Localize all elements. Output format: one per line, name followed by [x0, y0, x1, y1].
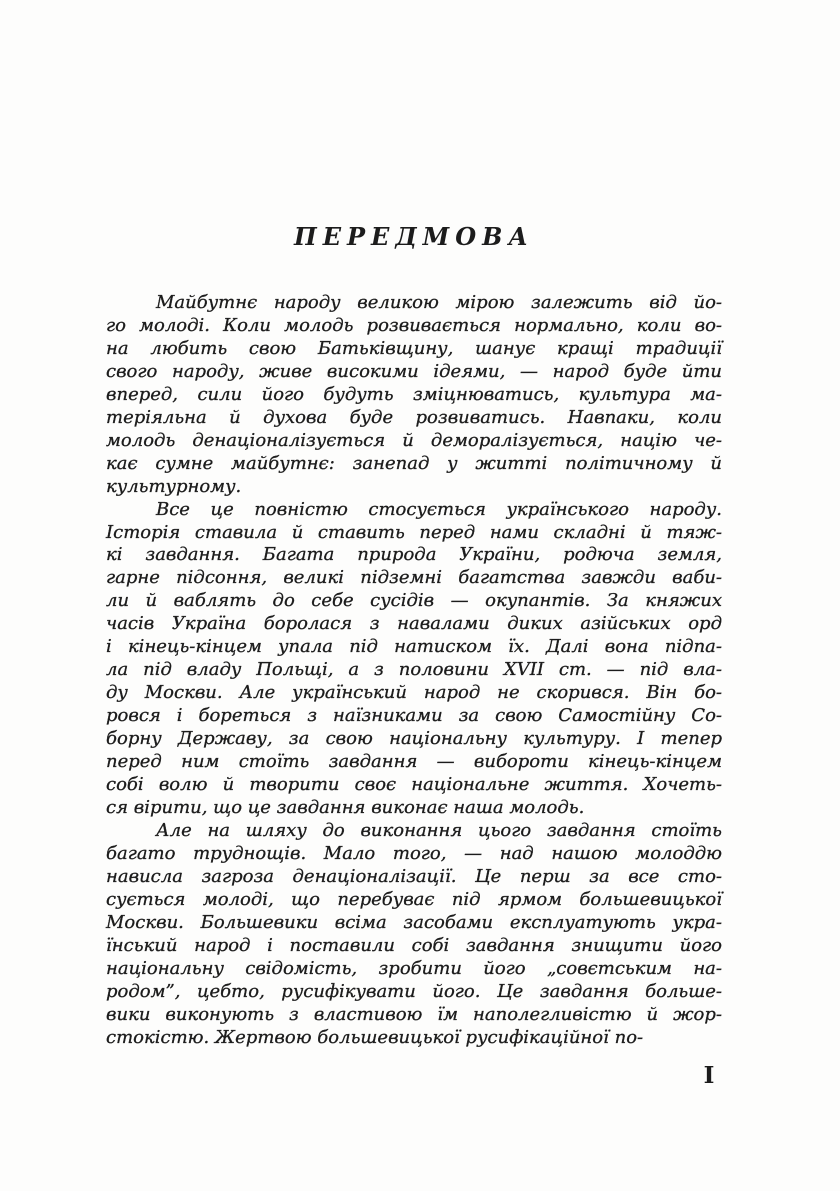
text-line: теріяльна й духова буде розвиватись. Навпаки, коли: [106, 406, 722, 428]
body-text: [106, 292, 722, 1049]
text-line: Майбутнє народу великою мірою залежить від йо-: [156, 292, 722, 313]
text-line: національну свідомість, зробити його „совєтським на-: [106, 957, 722, 979]
text-line: перед ним стоїть завдання — вибороти кінець-кінцем: [106, 751, 722, 773]
paragraph: [106, 820, 722, 1050]
text-line: вперед, сили його будуть зміцнюватись, культура ма-: [106, 383, 722, 405]
paragraph: [106, 292, 722, 499]
text-line: Все це повністю стосується українського народу.: [156, 498, 722, 520]
text-line: ровся і бореться з наїзниками за свою Самостійну Со-: [106, 705, 722, 727]
text-line: Але на шляху до виконання цього завдання стоїть: [156, 819, 722, 841]
text-line: вики виконують з властивою їм наполегливістю й жор-: [106, 1003, 722, 1025]
text-line: на любить свою Батьківщину, шанує кращі традиції: [106, 337, 722, 359]
text-line: стокістю. Жертвою большевицької русифікаційної по-: [106, 1026, 644, 1048]
text-line: багато труднощів. Мало того, — над нашою молоддю: [106, 842, 722, 864]
text-line: сується молоді, що перебуває під ярмом большевицької: [106, 888, 722, 910]
text-line: культурному.: [106, 475, 242, 497]
text-line: кі завдання. Багата природа України, родюча земля,: [106, 544, 722, 566]
text-line: їнський народ і поставили собі завдання знищити його: [106, 934, 722, 956]
text-line: ли й ваблять до себе сусідів — окупантів. За княжих: [106, 590, 722, 612]
text-line: Історія ставила й ставить перед нами складні й тяж-: [106, 521, 722, 543]
text-line: часів Україна боролася з навалами диких азійських орд: [106, 613, 722, 635]
text-line: го молоді. Коли молодь розвивається нормально, коли во-: [106, 314, 722, 336]
text-line: ду Москви. Але український народ не скорився. Він бо-: [106, 682, 722, 704]
text-line: Москви. Большевики всіма засобами експлуатують укра-: [106, 911, 722, 933]
text-line: родом”, цебто, русифікувати його. Це завдання больше-: [106, 980, 722, 1002]
text-line: борну Державу, за свою національну культуру. І тепер: [106, 728, 722, 750]
text-line: ся вірити, що це завдання виконає наша молодь.: [106, 796, 585, 818]
text-line: кає сумне майбутнє: занепад у житті політичному й: [106, 452, 722, 474]
text-line: гарне підсоння, великі підземні багатства завжди ваби-: [106, 567, 722, 589]
text-line: ла під владу Польщі, а з половини XVII ст. — під вла-: [106, 659, 722, 681]
text-line: і кінець-кінцем упала під натиском їх. Далі вона підпа-: [106, 636, 722, 658]
text-line: нависла загроза денаціоналізації. Це перш за все сто-: [106, 865, 722, 887]
text-line: собі волю й творити своє національне життя. Хочеть-: [106, 774, 722, 796]
page-number: I: [703, 1062, 715, 1089]
text-line: свого народу, живе високими ідеями, — народ буде йти: [106, 360, 722, 382]
page-title: ПЕРЕДМОВА: [294, 222, 534, 251]
text-line: молодь денаціоналізується й деморалізується, націю че-: [106, 429, 722, 451]
paragraph: [106, 499, 722, 820]
text-block: [106, 222, 722, 1049]
